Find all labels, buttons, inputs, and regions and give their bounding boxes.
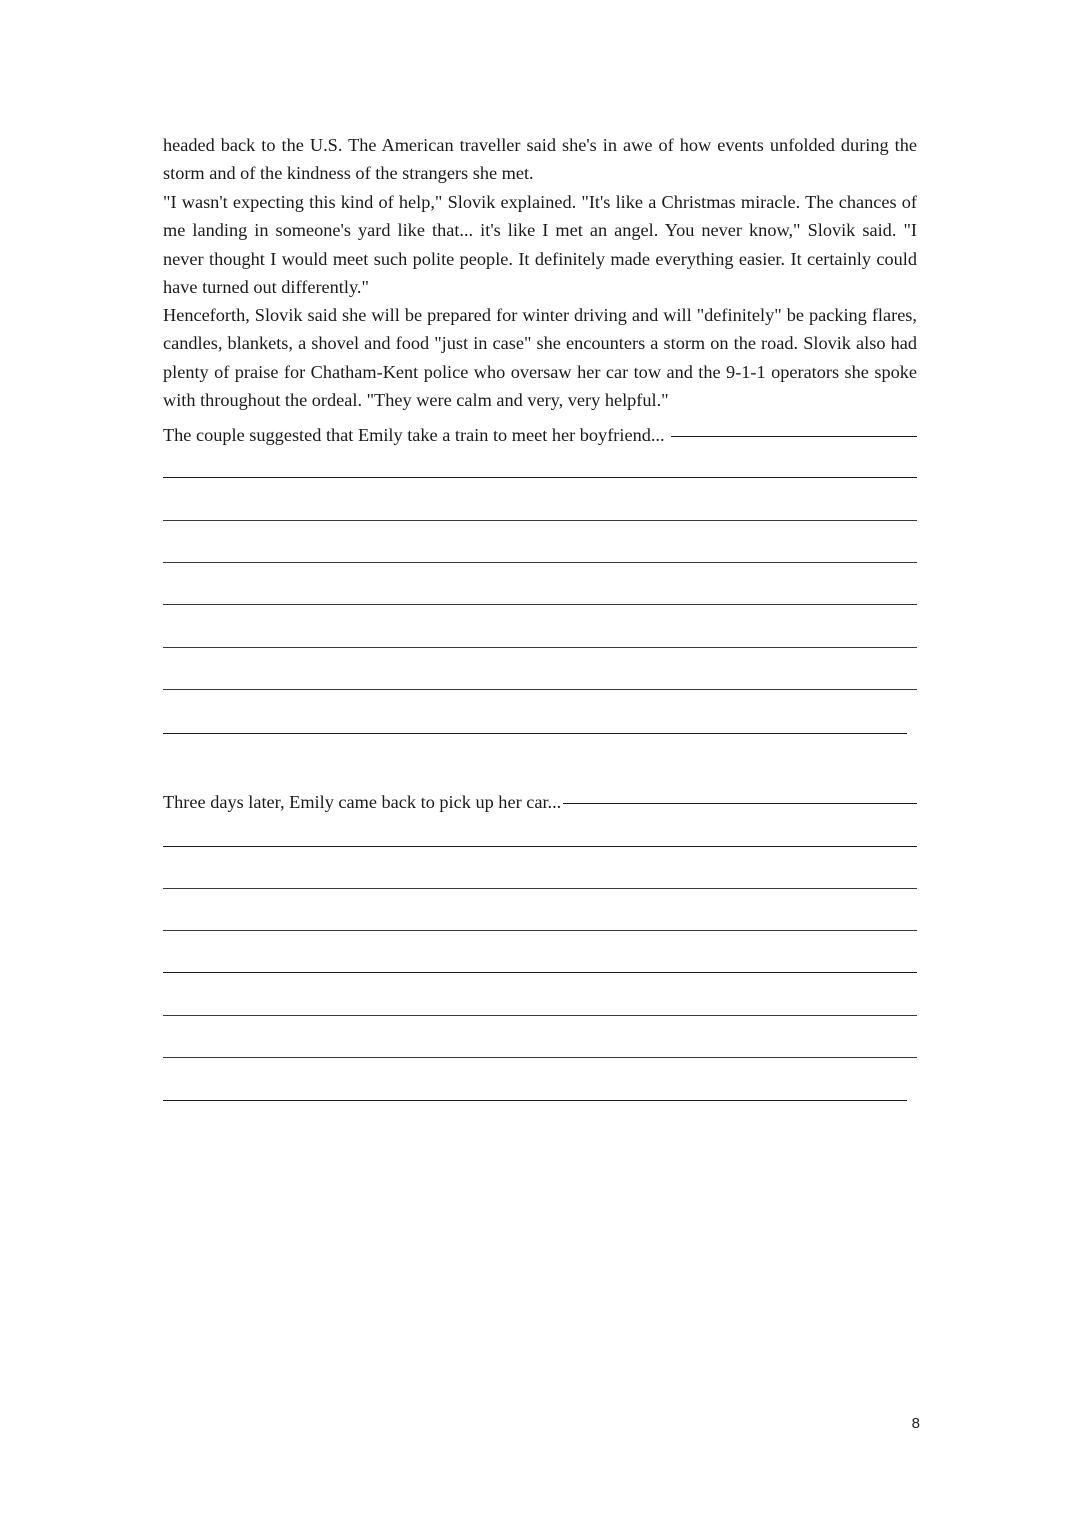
- answer-line[interactable]: [163, 733, 907, 734]
- answer-line[interactable]: [163, 520, 917, 521]
- answer-line[interactable]: [163, 1015, 917, 1016]
- answer-line[interactable]: [163, 604, 917, 605]
- paragraph-2: "I wasn't expecting this kind of help," Slovik explained. "It's like a Christmas miracle. The chances of me landing in someone's yard like that... it's like I met an angel. You never know," Slovik said. "I never thought I would meet such polite people. It definitely made everything easier. It certainly could have turned out differently.": [163, 192, 917, 298]
- answer-line[interactable]: [163, 1100, 907, 1101]
- answer-line[interactable]: [163, 888, 917, 889]
- writing-prompt-2: [163, 790, 917, 814]
- answer-line[interactable]: [163, 1057, 917, 1058]
- answer-line[interactable]: [163, 972, 917, 973]
- writing-prompt-2-text: Three days later, Emily came back to pick up her car...: [163, 792, 562, 812]
- writing-prompt-1-text: The couple suggested that Emily take a train to meet her boyfriend...: [163, 425, 665, 445]
- paragraph-1: headed back to the U.S. The American traveller said she's in awe of how events unfolded during the storm and of the kindness of the strangers she met.: [163, 135, 917, 184]
- answer-line[interactable]: [163, 930, 917, 931]
- answer-line[interactable]: [163, 562, 917, 563]
- writing-prompt-1-answer-line[interactable]: [671, 436, 917, 437]
- page-number: 8: [911, 1415, 920, 1432]
- answer-line[interactable]: [163, 846, 917, 847]
- answer-line[interactable]: [163, 689, 917, 690]
- answer-line[interactable]: [163, 477, 917, 478]
- paragraph-3: Henceforth, Slovik said she will be prepared for winter driving and will "definitely" be packing flares, candles, blankets, a shovel and food "just in case" she encounters a storm on the road. Slovik also had plenty of praise for Chatham-Kent police who oversaw her car tow and the 9-1-1 operators she spoke with throughout the ordeal. "They were calm and very, very helpful.": [163, 305, 917, 411]
- writing-prompt-2-answer-line[interactable]: [563, 803, 917, 804]
- writing-prompt-1: [163, 423, 917, 447]
- answer-line[interactable]: [163, 647, 917, 648]
